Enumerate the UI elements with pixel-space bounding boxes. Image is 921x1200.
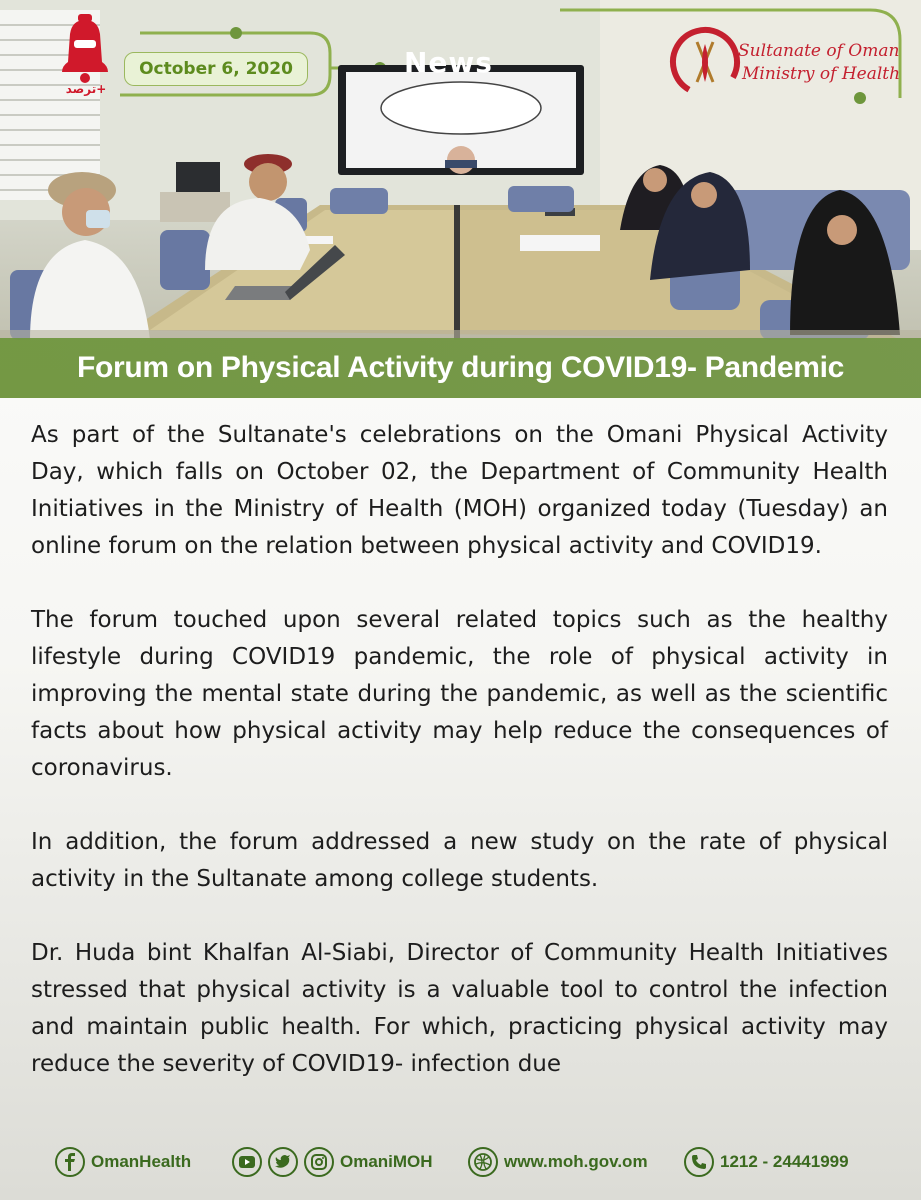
globe-icon — [468, 1147, 498, 1177]
article-body — [31, 417, 888, 1120]
phone-icon — [684, 1147, 714, 1177]
facebook-handle: OmanHealth — [91, 1152, 192, 1171]
brand-line-2: Ministry of Health — [742, 64, 901, 84]
phone-number: 1212 - 24441999 — [720, 1152, 849, 1171]
moh-emblem-icon — [669, 26, 741, 98]
phone-link[interactable] — [684, 1144, 849, 1180]
paragraph-1: As part of the Sultanate's celebrations on the Omani Physical Activity Day, which falls on October 02, the Department of Community Health Initiatives in the Ministry of Health (MOH) organized today (Tuesday) an online forum on the relation between physical activity and COVID19. — [31, 422, 888, 559]
youtube-icon — [232, 1147, 262, 1177]
date-badge: October 6, 2020 — [124, 52, 308, 86]
social-handle: OmaniMOH — [340, 1152, 433, 1171]
website-link[interactable] — [468, 1144, 648, 1180]
paragraph-2: The forum touched upon several related topics such as the healthy lifestyle during COVID19 pandemic, the role of physical activity in improving the mental state during the pandemic, as well as the scientific facts about how physical activity may help reduce the consequences of coronavirus. — [31, 607, 888, 781]
facebook-icon — [55, 1147, 85, 1177]
headline: Forum on Physical Activity during COVID19- Pandemic — [76, 351, 845, 384]
facebook-link[interactable] — [55, 1144, 191, 1180]
website-url: www.moh.gov.om — [504, 1152, 648, 1171]
brand-line-1: Sultanate of Oman — [738, 41, 900, 61]
twitter-icon — [268, 1147, 298, 1177]
paragraph-3: In addition, the forum addressed a new study on the rate of physical activity in the Sultanate among college students. — [31, 829, 888, 892]
tarassud-logo-icon — [50, 12, 120, 92]
footer-contacts — [0, 1130, 921, 1200]
section-label: News — [404, 46, 493, 79]
paragraph-4: Dr. Huda bint Khalfan Al-Siabi, Director of Community Health Initiatives stressed that physical activity is a valuable tool to control the infection and maintain public health. For which, practicing physical activity may reduce the severity of COVID19- infection due — [31, 940, 888, 1077]
hero-photo — [0, 0, 921, 398]
instagram-icon — [304, 1147, 334, 1177]
social-links[interactable] — [232, 1144, 433, 1180]
app-logo-caption: ترصد+ — [65, 82, 107, 96]
